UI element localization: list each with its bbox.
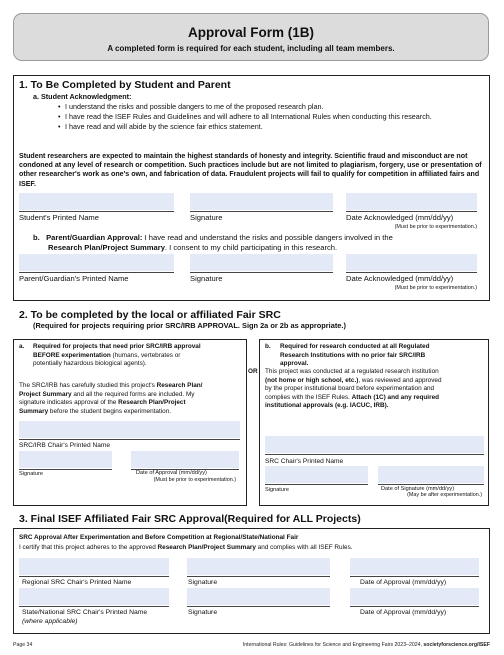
footer-text: International Rules: Guidelines for Science and Engineering Fairs 2023–2024, societyforscience.org/ISEF	[242, 642, 490, 648]
ack-bullets	[55, 102, 480, 131]
page-number: Page 34	[13, 642, 33, 648]
regional-signature-label: Signature	[188, 579, 218, 586]
section-2a-body: The SRC/IRB has carefully studied this project's Research Plan/ Project Summary and all the required forms are included. My signature indicates approval of the Research Plan/Project Summary before the student begins experimentation.	[19, 382, 203, 415]
section-2a-title: Required for projects that need prior SRC/IRB approval BEFORE experimentation (humans, vertebrates or potentially hazardous biological agents).	[33, 343, 201, 367]
src-irb-signature-label: Signature	[19, 471, 43, 477]
state-chair-name-label: State/National SRC Chair's Printed Name	[22, 609, 148, 616]
src-irb-date-label: Date of Approval (mm/dd/yy)	[136, 470, 207, 476]
state-date-label: Date of Approval (mm/dd/yy)	[360, 609, 447, 616]
regional-date-label: Date of Approval (mm/dd/yy)	[360, 579, 447, 586]
footer-link[interactable]: societyforscience.org/ISEF	[423, 642, 490, 648]
student-signature-field[interactable]	[190, 193, 333, 210]
form-title: Approval Form (1B)	[187, 25, 314, 40]
src-irb-signature-field[interactable]	[19, 451, 112, 468]
src-signature-field[interactable]	[265, 466, 368, 483]
src-date-label: Date of Signature (mm/dd/yy)	[381, 486, 455, 492]
ack-bullet-2: • I have read the ISEF Rules and Guidelines and will adhere to all International Rules when conducting this research.	[65, 112, 480, 121]
state-date-field[interactable]	[350, 588, 479, 605]
form-header	[13, 13, 489, 61]
regional-chair-name-label: Regional SRC Chair's Printed Name	[22, 579, 132, 586]
parent-date-label: Date Acknowledged (mm/dd/yy)	[346, 274, 454, 283]
student-signature-label: Signature	[190, 213, 223, 222]
section-3-heading: 3. Final ISEF Affiliated Fair SRC Approval(Required for ALL Projects)	[19, 513, 361, 525]
src-signature-label: Signature	[265, 487, 289, 493]
parent-name-field[interactable]	[19, 254, 174, 271]
student-name-field[interactable]	[19, 193, 174, 210]
form-subtitle: A completed form is required for each student, including all team members.	[107, 44, 395, 53]
src-irb-chair-name-field[interactable]	[19, 421, 240, 438]
parent-signature-label: Signature	[190, 274, 223, 283]
regional-date-field[interactable]	[350, 558, 479, 575]
student-date-note: (Must be prior to experimentation.)	[394, 224, 477, 230]
ethics-statement: Student researchers are expected to maintain the highest standards of honesty and integrity. Scientific fraud and misconduct are not condoned at any level of research or competition. Such practices include but are not limited to plagiarism, forgery, use or presentation of other researcher's work as one's own, and fabrication of data. Fraudulent projects will fail to qualify for competition in affiliated fairs and ISEF.	[19, 152, 482, 188]
section-3-title: SRC Approval After Experimentation and Before Competition at Regional/State/National Fair	[19, 534, 299, 541]
src-irb-date-field[interactable]	[131, 451, 239, 468]
parent-date-field[interactable]	[346, 254, 477, 271]
section-1-heading: 1. To Be Completed by Student and Parent	[19, 79, 231, 91]
ack-bullet-3: • I have read and will abide by the science fair ethics statement.	[65, 122, 480, 131]
parent-signature-field[interactable]	[190, 254, 333, 271]
state-chair-name-field[interactable]	[19, 588, 169, 605]
student-date-label: Date Acknowledged (mm/dd/yy)	[346, 213, 454, 222]
src-irb-chair-name-label: SRC/IRB Chair's Printed Name	[19, 442, 111, 449]
student-date-field[interactable]	[346, 193, 477, 210]
state-signature-field[interactable]	[187, 588, 330, 605]
or-separator: OR	[248, 368, 258, 375]
student-ack-label: a. Student Acknowledgment:	[33, 92, 132, 101]
parent-name-label: Parent/Guardian's Printed Name	[19, 274, 129, 283]
student-name-label: Student's Printed Name	[19, 213, 99, 222]
section-2-heading: 2. To be completed by the local or affiliated Fair SRC	[19, 309, 281, 321]
section-2b-body: This project was conducted at a regulated research institution (not home or high school, etc.), was reviewed and approved by the proper institutional board before experimentation and complies with the ISEF Rules. Attach (1C) and any required institutional approvals (e.g. IACUC, IRB).	[265, 368, 442, 409]
src-date-field[interactable]	[378, 466, 484, 483]
parent-date-note: (Must be prior to experimentation.)	[394, 285, 477, 291]
state-signature-label: Signature	[188, 609, 218, 616]
section-2a-label: a.	[19, 343, 25, 350]
state-applicable-note: (where applicable)	[22, 618, 78, 625]
section-2-subheading: (Required for projects requiring prior SRC/IRB APPROVAL. Sign 2a or 2b as appropriate.)	[33, 321, 346, 330]
src-chair-name-field[interactable]	[265, 436, 484, 453]
src-chair-name-label: SRC Chair's Printed Name	[265, 458, 344, 465]
src-irb-date-note: (Must be prior to experimentation.)	[153, 477, 236, 483]
ack-bullet-1: • I understand the risks and possible dangers to me of the proposed research plan.	[65, 102, 480, 111]
section-2b-title: Required for research conducted at all Regulated Research Institutions with no prior fair SRC/IRB approval.	[280, 343, 430, 367]
regional-chair-name-field[interactable]	[19, 558, 169, 575]
parent-approval-text: b. Parent/Guardian Approval: I have read and understand the risks and possible dangers involved in the Research Plan/Project Summary. I consent to my child participating in this research.	[33, 233, 393, 252]
section-3-cert: I certify that this project adheres to the approved Research Plan/Project Summary and complies with all ISEF Rules.	[19, 544, 353, 551]
regional-signature-field[interactable]	[187, 558, 330, 575]
section-2b-label: b.	[265, 343, 271, 350]
src-date-note: (May be after experimentation.)	[407, 492, 482, 498]
